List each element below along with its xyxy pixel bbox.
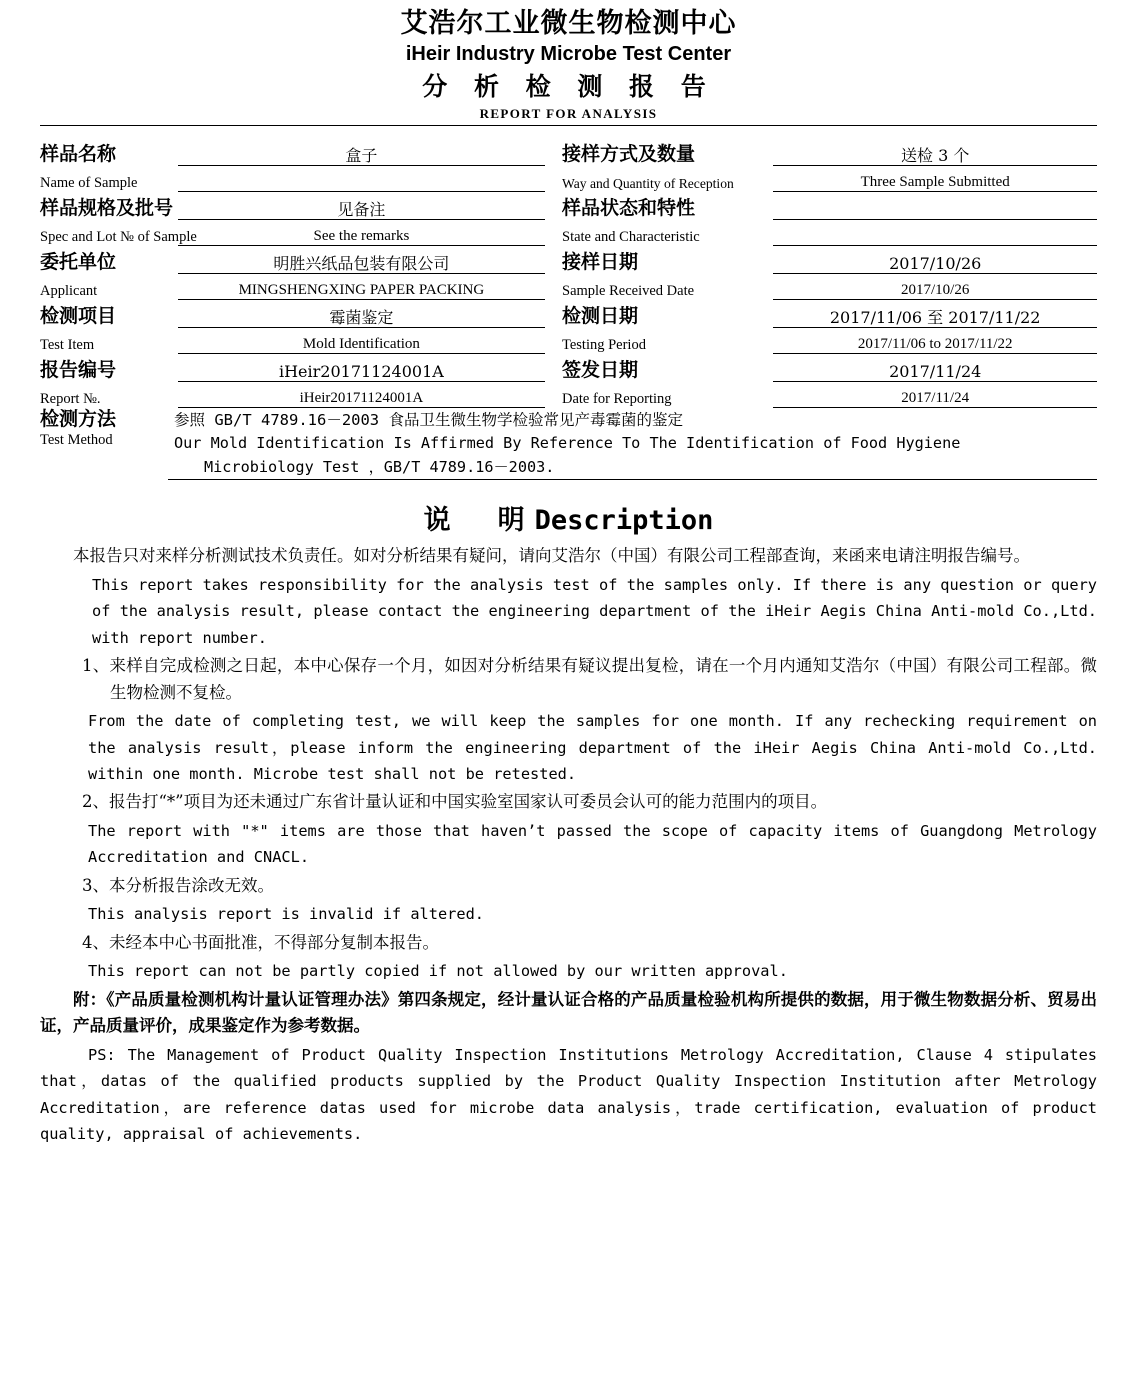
test-item-label-en: Test Item [40,336,95,353]
description-heading [40,498,1097,537]
test-method-value-cn: 参照 GB/T 4789.16－2003 食品卫生微生物学检验常见产毒霉菌的鉴定 [174,410,683,429]
test-method-value-en-line1: Our Mold Identification Is Affirmed By Reference To The Identification of Food Hygiene [174,434,961,453]
description-item1-cn-text: 1、来样自完成检测之日起，本中心保存一个月，如因对分析结果有疑议提出复检，请在一个月内通知艾浩尔（中国）有限公司工程部。微生物检测不复检。 [82,655,1097,702]
test-item-value-cn: 霉菌鉴定 [178,299,545,327]
spec-lot-value-en: See the remarks [178,219,545,245]
report-no-value-en: iHeir20171124001A [178,381,545,407]
description-ps-en [40,1042,1097,1147]
description-ps-en-text: PS: The Management of Product Quality Inspection Institutions Metrology Accreditation, Clause 4 stipulates that，datas of the qualified products supplied by the Product Quality Inspection Institution after Metrology Accreditation，are reference datas used for microbe data analysis，trade certification, evaluation of product quality, appraisal of achievements. [40,1046,1097,1143]
received-date-label-en: Sample Received Date [562,282,695,299]
applicant-value-en: MINGSHENGXING PAPER PACKING [178,273,545,299]
sample-info-table [40,138,1097,408]
received-date-label-cn: 接样日期 [562,250,639,273]
test-item-value-en: Mold Identification [178,327,545,353]
test-method-block [40,409,1097,480]
sample-name-label-en: Name of Sample [40,174,138,191]
state-label-en: State and Characteristic [562,228,700,245]
testing-period-value-cn: 2017/11/06 至 2017/11/22 [773,299,1097,327]
description-item3-cn [40,873,1097,900]
header-divider [40,125,1097,126]
description-item4-cn-text: 4、未经本中心书面批准，不得部分复制本报告。 [82,932,439,952]
description-item4-en: This report can not be partly copied if not allowed by our written approval. [88,962,788,981]
sample-name-label-cn: 样品名称 [40,142,117,165]
table-row [40,273,1097,299]
report-no-value-cn: iHeir20171124001A [178,353,545,381]
report-no-label-cn: 报告编号 [40,358,117,381]
table-row [40,245,1097,273]
description-item1-cn [40,653,1097,706]
report-date-label-cn: 签发日期 [562,358,639,381]
description-intro-cn: 本报告只对来样分析测试技术负责任。如对分析结果有疑问，请向艾浩尔（中国）有限公司工程部查询，来函来电请注明报告编号。 [73,546,1030,566]
applicant-label-en: Applicant [40,282,98,299]
state-value-en [773,219,1097,245]
report-date-value-en: 2017/11/24 [773,381,1097,407]
description-item2-cn [40,789,1097,816]
sample-name-value-cn: 盒子 [178,138,545,166]
report-no-label-en: Report №. [40,390,101,407]
description-item2-cn-text: 2、报告打“*”项目为还未通过广东省计量认证和中国实验室国家认可委员会认可的能力范围内的项目。 [82,792,828,812]
table-row [40,299,1097,327]
table-row [40,165,1097,191]
reception-label-en: Way and Quantity of Reception [562,175,734,191]
reception-label-cn: 接样方式及数量 [562,142,696,165]
testing-period-label-cn: 检测日期 [562,304,639,327]
description-item1-en: From the date of completing test, we will keep the samples for one month. If any rechecking requirement on the analysis result，please inform the engineering department of the iHeir Aegis China Anti-mold Co.,Ltd. within one month. Microbe test shall not be retested. [88,712,1097,783]
table-row [40,353,1097,381]
table-row [40,191,1097,219]
table-row [40,381,1097,407]
test-item-label-cn: 检测项目 [40,304,117,327]
test-method-label-en: Test Method [40,432,113,449]
description-ps-cn: 附：《产品质量检测机构计量认证管理办法》第四条规定，经计量认证合格的产品质量检验机构所提供的数据，用于微生物数据分析、贸易出证，产品质量评价，成果鉴定作为参考数据。 [40,989,1097,1036]
description-heading-en: Description [534,505,714,537]
reception-value-cn: 送检 3 个 [773,138,1097,166]
testing-period-value-en: 2017/11/06 to 2017/11/22 [773,327,1097,353]
received-date-value-cn: 2017/10/26 [773,245,1097,273]
table-row [40,138,1097,166]
description-item3-en: This analysis report is invalid if altered. [88,905,485,924]
description-item3-cn-text: 3、本分析报告涂改无效。 [82,875,274,895]
table-row [40,432,1097,480]
applicant-label-cn: 委托单位 [40,250,117,273]
report-date-label-en: Date for Reporting [562,390,672,407]
company-name-cn: 艾浩尔工业微生物检测中心 [400,8,737,39]
description-item2-en: The report with "*" items are those that haven’t passed the scope of capacity items of Guangdong Metrology Accreditation and CNACL. [88,821,1097,867]
test-method-value-en-line2: Microbiology Test ，GB/T 4789.16－2003. [204,457,555,476]
spec-lot-label-en: Spec and Lot № of Sample [40,228,197,245]
reception-value-en: Three Sample Submitted [773,165,1097,191]
spec-lot-value-cn: 见备注 [178,191,545,219]
table-row [40,409,1097,432]
description-heading-cn: 说 明 [423,505,535,537]
table-row [40,327,1097,353]
table-row [40,219,1097,245]
company-name-en: iHeir Industry Microbe Test Center [405,42,732,65]
sample-name-value-en [178,165,545,191]
description-item4-cn [40,930,1097,957]
applicant-value-cn: 明胜兴纸品包装有限公司 [178,245,545,273]
spec-lot-label-cn: 样品规格及批号 [40,196,174,219]
state-value-cn [773,191,1097,219]
report-title-en: REPORT FOR ANALYSIS [479,105,658,121]
description-intro-en: This report takes responsibility for the analysis test of the samples only. If there is any question or query of the analysis result, please contact the engineering department of the iHeir Aegis China Anti-mold Co.,Ltd. with report number. [92,576,1097,647]
state-label-cn: 样品状态和特性 [562,196,696,219]
test-method-value-en [168,432,1097,480]
report-header [40,8,1097,122]
report-title-cn: 分 析 检 测 报 告 [422,71,715,101]
received-date-value-en: 2017/10/26 [773,273,1097,299]
testing-period-label-en: Testing Period [562,336,646,353]
report-date-value-cn: 2017/11/24 [773,353,1097,381]
test-method-label-cn: 检测方法 [40,407,117,430]
